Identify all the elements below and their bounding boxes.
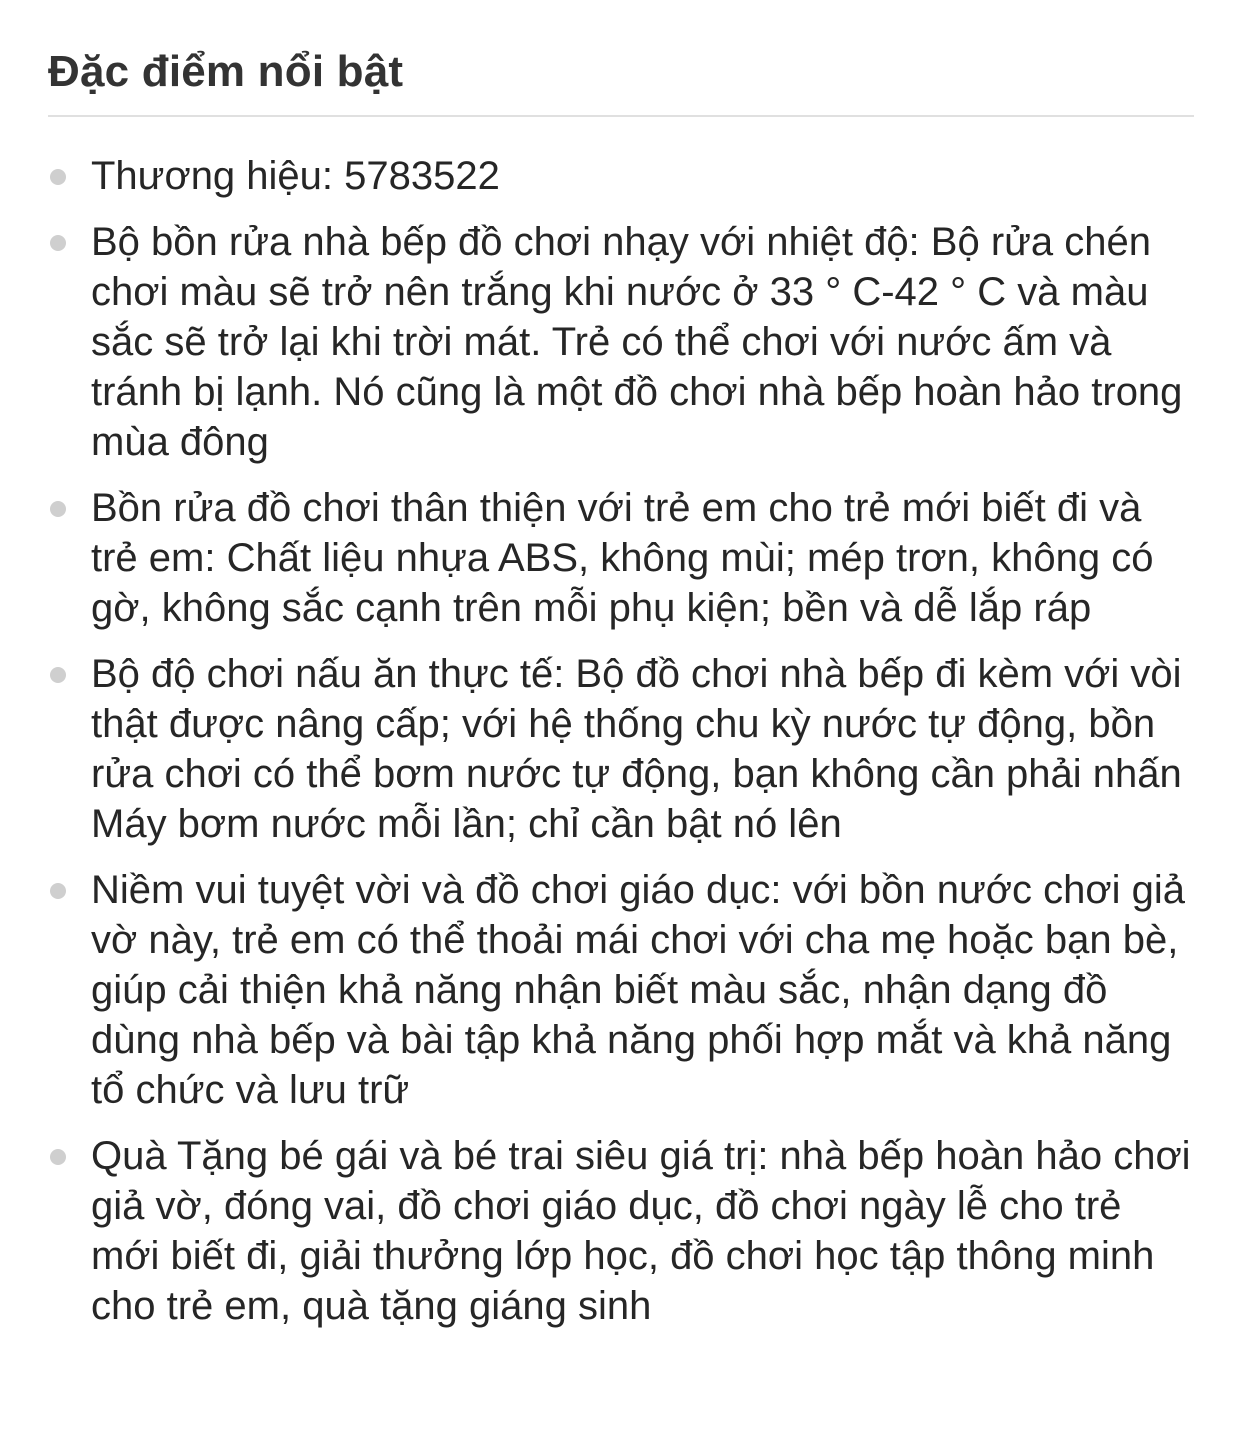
feature-item-safety (48, 483, 1194, 633)
feature-text: Niềm vui tuyệt vời và đồ chơi giáo dục: với bồn nước chơi giả vờ này, trẻ em có thể thoải mái chơi với cha mẹ hoặc bạn bè, giúp cải thiện khả năng nhận biết màu sắc, nhận dạng đồ dùng nhà bếp và bài tập khả năng phối hợp mắt và khả năng tổ chức và lưu trữ (91, 868, 1185, 1112)
feature-item-educational (48, 865, 1194, 1115)
feature-item-realistic (48, 649, 1194, 849)
bullet-dot-icon (50, 1149, 66, 1165)
bullet-dot-icon (50, 883, 66, 899)
feature-list (48, 117, 1194, 1331)
feature-text: Bồn rửa đồ chơi thân thiện với trẻ em cho trẻ mới biết đi và trẻ em: Chất liệu nhựa ABS, không mùi; mép trơn, không có gờ, không sắc cạnh trên mỗi phụ kiện; bền và dễ lắp ráp (91, 486, 1154, 630)
section-header (48, 0, 1194, 117)
feature-item-brand (48, 151, 1194, 201)
feature-text: Thương hiệu: 5783522 (91, 154, 500, 198)
feature-item-gift (48, 1131, 1194, 1331)
bullet-dot-icon (50, 501, 66, 517)
bullet-dot-icon (50, 235, 66, 251)
feature-item-temperature (48, 217, 1194, 467)
feature-text: Bộ bồn rửa nhà bếp đồ chơi nhạy với nhiệt độ: Bộ rửa chén chơi màu sẽ trở nên trắng khi nước ở 33 ° C-42 ° C và màu sắc sẽ trở lại khi trời mát. Trẻ có thể chơi với nước ấm và tránh bị lạnh. Nó cũng là một đồ chơi nhà bếp hoàn hảo trong mùa đông (91, 220, 1183, 464)
feature-text: Bộ độ chơi nấu ăn thực tế: Bộ đồ chơi nhà bếp đi kèm với vòi thật được nâng cấp; với hệ thống chu kỳ nước tự động, bồn rửa chơi có thể bơm nước tự động, bạn không cần phải nhấn Máy bơm nước mỗi lần; chỉ cần bật nó lên (91, 652, 1182, 846)
bullet-dot-icon (50, 667, 66, 683)
section-title: Đặc điểm nổi bật (48, 47, 404, 96)
feature-text: Quà Tặng bé gái và bé trai siêu giá trị: nhà bếp hoàn hảo chơi giả vờ, đóng vai, đồ chơi giáo dục, đồ chơi ngày lễ cho trẻ mới biết đi, giải thưởng lớp học, đồ chơi học tập thông minh cho trẻ em, quà tặng giáng sinh (91, 1134, 1191, 1328)
bullet-dot-icon (50, 169, 66, 185)
